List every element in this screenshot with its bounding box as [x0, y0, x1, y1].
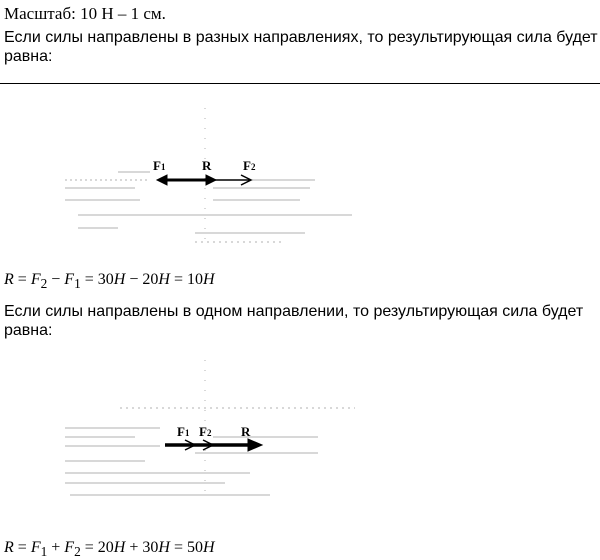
formula-sum: $R = F_1 + F_2 = 20H + 30H = 50H$	[4, 539, 215, 560]
label-f1: F1	[153, 158, 166, 173]
force-arrows	[157, 175, 251, 185]
formula-difference: $R = F_2 - F_1 = 30H - 20H = 10H$	[4, 271, 215, 292]
same-direction-forces-diagram	[0, 355, 600, 525]
r-arrowhead	[248, 439, 262, 451]
opposite-forces-diagram	[0, 90, 600, 250]
faint-grid-lines	[65, 108, 352, 242]
force-arrows	[165, 439, 262, 451]
label-f1: F1	[177, 424, 190, 439]
divider	[0, 83, 600, 84]
f1-arrowhead	[157, 175, 167, 185]
label-r: R	[241, 424, 251, 439]
scale-line: Масштаб: 10 Н – 1 см.	[4, 4, 166, 23]
label-f2: F2	[199, 424, 212, 439]
case2-text: Если силы направлены в одном направлении, то результирующая сила будет равна:	[4, 303, 584, 339]
case1-text: Если силы направлены в разных направлениях, то результирующая сила будет равна:	[4, 29, 598, 65]
label-r: R	[202, 158, 212, 173]
label-f2: F2	[243, 158, 256, 173]
